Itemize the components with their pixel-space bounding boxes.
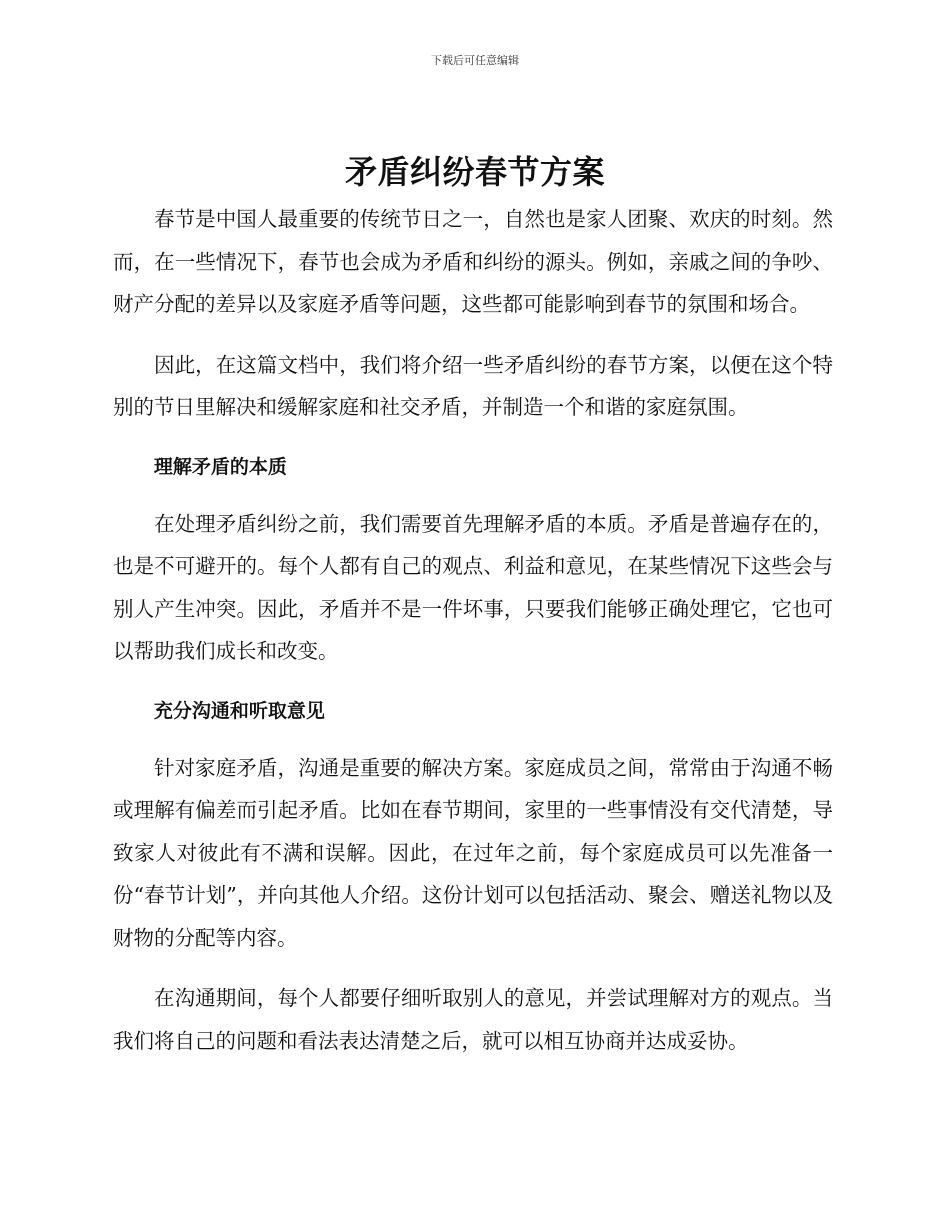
document-body bbox=[113, 198, 833, 1080]
paragraph-intro: 春节是中国人最重要的传统节日之一，自然也是家人团聚、欢庆的时刻。然而，在一些情况下，春节也会成为矛盾和纠纷的源头。例如，亲戚之间的争吵、财产分配的差异以及家庭矛盾等问题，这些都可能影响到春节的氛围和场合。 bbox=[113, 207, 833, 316]
paragraph-understand-conflict: 在处理矛盾纠纷之前，我们需要首先理解矛盾的本质。矛盾是普遍存在的，也是不可避开的。每个人都有自己的观点、利益和意见，在某些情况下这些会与别人产生冲突。因此，矛盾并不是一件坏事，只要我们能够正确处理它，它也可以帮助我们成长和改变。 bbox=[113, 511, 833, 663]
paragraph-listening: 在沟通期间，每个人都要仔细听取别人的意见，并尝试理解对方的观点。当我们将自己的问题和看法表达清楚之后，就可以相互协商并达成妥协。 bbox=[113, 986, 833, 1053]
section-heading-communication: 充分沟通和听取意见 bbox=[153, 699, 325, 722]
paragraph-communication: 针对家庭矛盾，沟通是重要的解决方案。家庭成员之间，常常由于沟通不畅或理解有偏差而引起矛盾。比如在春节期间，家里的一些事情没有交代清楚，导致家人对彼此有不满和误解。因此，在过年之前，每个家庭成员可以先准备一份“春节计划”，并向其他人介绍。这份计划可以包括活动、聚会、赠送礼物以及财物的分配等内容。 bbox=[113, 755, 833, 950]
paragraph-purpose: 因此，在这篇文档中，我们将介绍一些矛盾纠纷的春节方案，以便在这个特别的节日里解决和缓解家庭和社交矛盾，并制造一个和谐的家庭氛围。 bbox=[113, 352, 833, 419]
document-title: 矛盾纠纷春节方案 bbox=[344, 153, 605, 191]
header-note: 下载后可任意编辑 bbox=[431, 54, 519, 67]
section-heading-understand-conflict: 理解矛盾的本质 bbox=[153, 455, 287, 478]
